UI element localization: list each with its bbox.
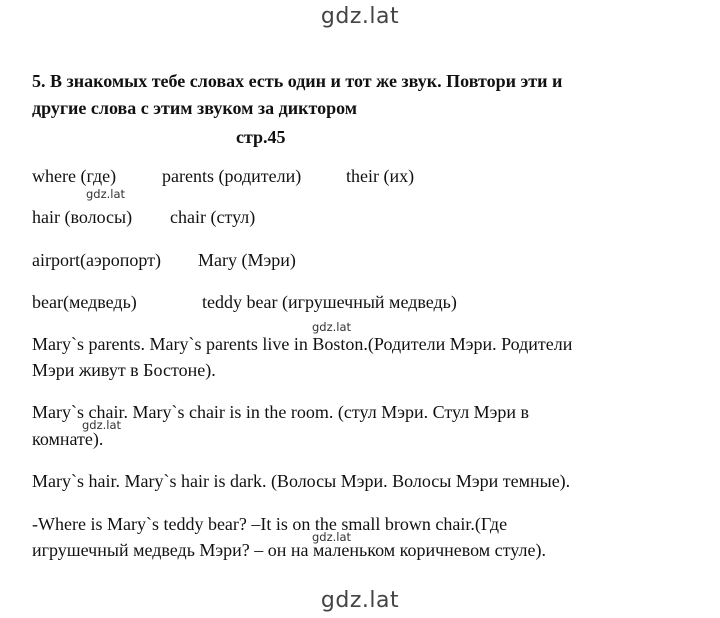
sentence-1-line1: Mary`s parents. Mary`s parents live in Boston.(Родители Мэри. Родители bbox=[32, 334, 573, 354]
sentence-4-line1: -Where is Mary`s teddy bear? –It is on the small brown chair.(Где bbox=[32, 514, 508, 534]
task-heading-line2: другие слова с этим звуком за диктором bbox=[32, 98, 358, 118]
sentence-1-line2: Мэри живут в Бостоне). bbox=[32, 360, 216, 380]
sentence-4-line2: игрушечный медведь Мэри? – он на маленьком коричневом стуле). bbox=[32, 540, 546, 560]
watermark-small-2: gdz.lat bbox=[312, 320, 352, 334]
watermark-small-4: gdz.lat bbox=[312, 530, 352, 544]
watermark-bottom: gdz.lat bbox=[320, 588, 400, 613]
word-parents: parents (родители) bbox=[162, 166, 302, 186]
word-bear: bear(медведь) bbox=[32, 292, 137, 312]
sentence-3-line1: Mary`s hair. Mary`s hair is dark. (Волосы Мэри. Волосы Мэри темные). bbox=[32, 471, 571, 491]
word-their: their (их) bbox=[346, 166, 415, 186]
word-airport: airport(аэропорт) bbox=[32, 250, 161, 270]
watermark-small-3: gdz.lat bbox=[82, 418, 122, 432]
watermark-small-1: gdz.lat bbox=[86, 187, 126, 201]
page-reference: стр.45 bbox=[236, 127, 286, 147]
task-heading-line1: 5. В знакомых тебе словах есть один и тот же звук. Повтори эти и bbox=[32, 71, 563, 91]
sentence-2-line1: Mary`s chair. Mary`s chair is in the room. (стул Мэри. Стул Мэри в bbox=[32, 402, 530, 422]
watermark-top: gdz.lat bbox=[320, 4, 400, 29]
sentence-2-line2: комнате). bbox=[32, 429, 104, 449]
word-chair: chair (стул) bbox=[170, 207, 256, 227]
word-where: where (где) bbox=[32, 166, 117, 186]
word-hair: hair (волосы) bbox=[32, 207, 133, 227]
word-teddy-bear: teddy bear (игрушечный медведь) bbox=[202, 292, 457, 312]
word-mary: Mary (Мэри) bbox=[198, 250, 296, 270]
